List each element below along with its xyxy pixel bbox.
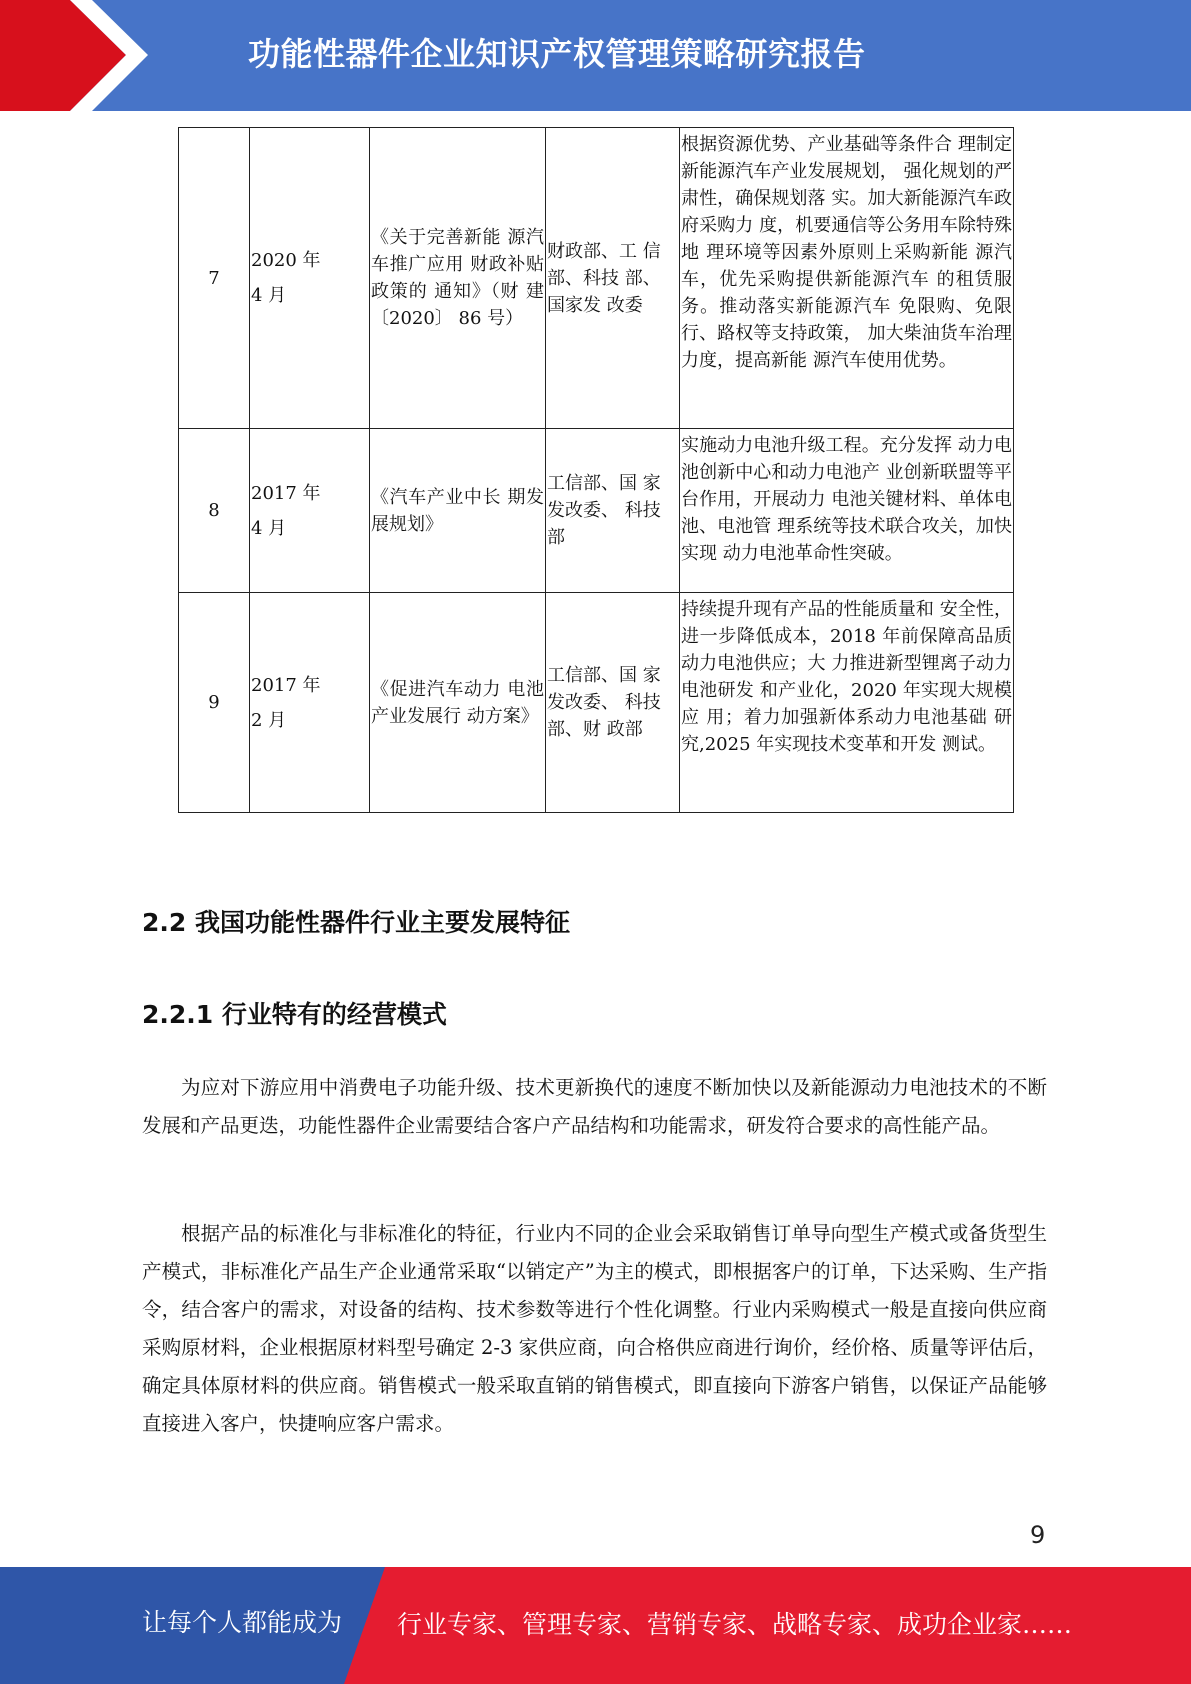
issue-month: 4 月 (251, 517, 287, 539)
issue-year: 2020 年 (251, 250, 321, 271)
issue-month: 2 月 (251, 709, 287, 731)
row-number: 9 (179, 593, 250, 813)
policy-table (178, 127, 1014, 813)
issue-month: 4 月 (251, 285, 287, 306)
issuing-authority: 财政部、工 信部、科技 部、国家发 改委 (546, 128, 680, 429)
footer-slogan-left: 让每个人都能成为 (142, 1608, 343, 1637)
body-paragraph: 为应对下游应用中消费电子功能升级、技术更新换代的速度不断加快以及新能源动力电池技术的不断发展和产品更迭，功能性器件企业需要结合客户产品结构和功能需求，研发符合要求的高性能产品。 (142, 1076, 1047, 1137)
policy-document: 《促进汽车动力 电池产业发展行 动方案》 (370, 593, 546, 813)
table-row (179, 429, 1014, 593)
issuing-authority: 工信部、国 家发改委、 科技部 (546, 429, 680, 593)
subsection-heading: 2.2.1 行业特有的经营模式 (142, 1000, 447, 1029)
policy-content: 根据资源优势、产业基础等条件合 理制定新能源汽车产业发展规划， 强化规划的严肃性，确保规划落 实。加大新能源汽车政府采购力 度，机要通信等公务用车除特殊地 理环境等因素外原则上采购新能 源汽车，优先采购提供新能源汽车 的租赁服务。推动落实新能源汽车 免限购、免限行、路权等支持政策， 加大柴油货车治理力度，提高新能 源汽车使用优势。 (680, 128, 1014, 429)
row-number: 7 (179, 128, 250, 429)
issue-year: 2017 年 (251, 674, 321, 696)
policy-document: 《关于完善新能 源汽车推广应用 财政补贴政策的 通知》（财 建 〔2020〕 86 号） (370, 128, 546, 429)
row-number: 8 (179, 429, 250, 593)
section-heading: 2.2 我国功能性器件行业主要发展特征 (142, 908, 570, 937)
policy-content: 持续提升现有产品的性能质量和 安全性，进一步降低成本，2018 年前保障高品质动力电池供应；大 力推进新型锂离子动力电池研发 和产业化，2020 年实现大规模应 用；着力加强新体系动力电池基础 研究,2025 年实现技术变革和开发 测试。 (680, 593, 1014, 813)
footer-slogan-right: 行业专家、管理专家、营销专家、战略专家、成功企业家…… (397, 1610, 1073, 1639)
issuing-authority: 工信部、国 家发改委、 科技部、财 政部 (546, 593, 680, 813)
table-row (179, 128, 1014, 429)
page-number: 9 (1030, 1521, 1046, 1549)
issue-date (250, 128, 370, 429)
header-banner (0, 0, 1191, 111)
policy-content: 实施动力电池升级工程。充分发挥 动力电池创新中心和动力电池产 业创新联盟等平台作用，开展动力 电池关键材料、单体电池、电池管 理系统等技术联合攻关，加快实现 动力电池革命性突破。 (680, 429, 1014, 593)
report-title: 功能性器件企业知识产权管理策略研究报告 (248, 35, 866, 73)
body-paragraph: 根据产品的标准化与非标准化的特征，行业内不同的企业会采取销售订单导向型生产模式或备货型生产模式，非标准化产品生产企业通常采取“以销定产”为主的模式，即根据客户的订单，下达采购、生产指令，结合客户的需求，对设备的结构、技术参数等进行个性化调整。行业内采购模式一般是直接向供应商采购原材料，企业根据原材料型号确定 2-3 家供应商，向合格供应商进行询价，经价格、质量等评估后，确定具体原材料的供应商。销售模式一般采取直销的销售模式，即直接向下游客户销售，以保证产品能够直接进入客户，快捷响应客户需求。 (142, 1222, 1047, 1435)
issue-date (250, 429, 370, 593)
table-row (179, 593, 1014, 813)
policy-document: 《汽车产业中长 期发展规划》 (370, 429, 546, 593)
footer-banner (0, 1567, 1191, 1684)
issue-date (250, 593, 370, 813)
issue-year: 2017 年 (251, 482, 321, 504)
